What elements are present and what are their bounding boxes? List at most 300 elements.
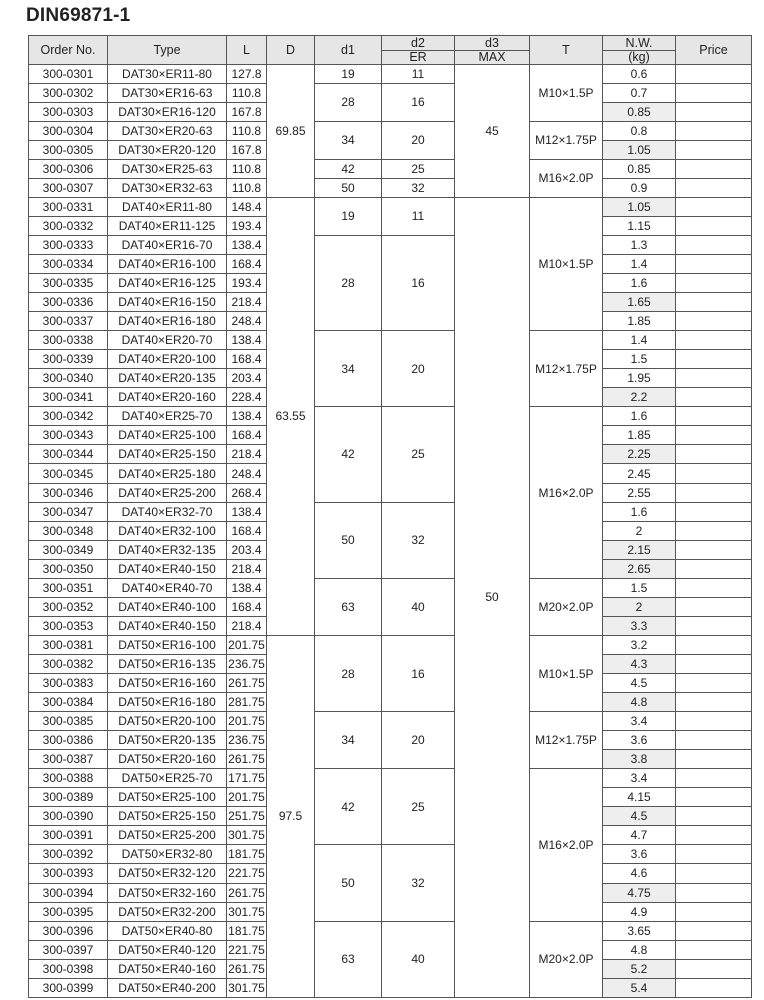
cell-t: M16×2.0P [530,769,603,921]
cell-price [676,921,752,940]
cell-t: M20×2.0P [530,921,603,997]
cell-price [676,102,752,121]
cell-l: 171.75 [227,769,267,788]
cell-t: M10×1.5P [530,197,603,330]
cell-d2: 16 [382,83,455,121]
table-row [29,64,752,83]
cell-order-no: 300-0353 [29,616,108,635]
cell-price [676,693,752,712]
cell-type: DAT50×ER40-80 [108,921,227,940]
cell-nw: 1.3 [603,235,676,254]
cell-price [676,578,752,597]
cell-order-no: 300-0389 [29,788,108,807]
cell-l: 148.4 [227,197,267,216]
header-d: D [267,36,315,65]
cell-type: DAT30×ER20-120 [108,140,227,159]
cell-price [676,654,752,673]
cell-nw: 1.6 [603,502,676,521]
cell-l: 181.75 [227,921,267,940]
cell-t: M10×1.5P [530,635,603,711]
cell-type: DAT40×ER16-150 [108,293,227,312]
header-nw-sub: (kg) [603,51,676,65]
cell-type: DAT40×ER20-160 [108,388,227,407]
cell-t: M20×2.0P [530,578,603,635]
cell-price [676,445,752,464]
cell-price [676,635,752,654]
table-row [29,178,752,197]
cell-l: 167.8 [227,102,267,121]
cell-order-no: 300-0336 [29,293,108,312]
cell-d1: 50 [315,178,382,197]
cell-t: M10×1.5P [530,64,603,121]
cell-l: 301.75 [227,902,267,921]
header-d1: d1 [315,36,382,65]
cell-type: DAT30×ER16-63 [108,83,227,102]
cell-nw: 0.7 [603,83,676,102]
cell-l: 110.8 [227,121,267,140]
cell-l: 168.4 [227,521,267,540]
cell-type: DAT40×ER40-150 [108,559,227,578]
cell-nw: 1.05 [603,197,676,216]
cell-nw: 1.5 [603,578,676,597]
cell-type: DAT50×ER20-100 [108,712,227,731]
cell-price [676,159,752,178]
cell-l: 218.4 [227,559,267,578]
cell-price [676,83,752,102]
cell-l: 110.8 [227,159,267,178]
cell-l: 168.4 [227,350,267,369]
cell-order-no: 300-0343 [29,426,108,445]
cell-type: DAT30×ER32-63 [108,178,227,197]
cell-d2: 20 [382,121,455,159]
cell-type: DAT50×ER25-70 [108,769,227,788]
cell-l: 168.4 [227,426,267,445]
cell-price [676,274,752,293]
header-order-no: Order No. [29,36,108,65]
cell-order-no: 300-0302 [29,83,108,102]
cell-l: 127.8 [227,64,267,83]
cell-l: 138.4 [227,578,267,597]
cell-d2: 25 [382,407,455,502]
cell-type: DAT40×ER16-100 [108,254,227,273]
cell-d1: 19 [315,64,382,83]
cell-order-no: 300-0383 [29,674,108,693]
cell-type: DAT40×ER20-135 [108,369,227,388]
cell-nw: 1.5 [603,350,676,369]
cell-l: 281.75 [227,693,267,712]
cell-nw: 0.85 [603,159,676,178]
cell-d1: 42 [315,159,382,178]
cell-price [676,559,752,578]
cell-nw: 2.65 [603,559,676,578]
header-l: L [227,36,267,65]
cell-l: 167.8 [227,140,267,159]
cell-order-no: 300-0344 [29,445,108,464]
cell-nw: 0.8 [603,121,676,140]
cell-type: DAT40×ER16-180 [108,312,227,331]
cell-price [676,616,752,635]
cell-price [676,350,752,369]
cell-l: 261.75 [227,750,267,769]
cell-d1: 28 [315,83,382,121]
table-row [29,83,752,102]
cell-price [676,197,752,216]
cell-price [676,864,752,883]
cell-order-no: 300-0346 [29,483,108,502]
table-row [29,578,752,597]
cell-nw: 1.6 [603,274,676,293]
cell-nw: 2.15 [603,540,676,559]
cell-order-no: 300-0394 [29,883,108,902]
cell-nw: 4.6 [603,864,676,883]
cell-d1: 42 [315,407,382,502]
cell-d1: 28 [315,235,382,330]
cell-price [676,235,752,254]
cell-price [676,121,752,140]
table-row [29,921,752,940]
cell-type: DAT40×ER32-135 [108,540,227,559]
cell-order-no: 300-0337 [29,312,108,331]
cell-price [676,502,752,521]
cell-order-no: 300-0388 [29,769,108,788]
cell-l: 218.4 [227,445,267,464]
cell-type: DAT50×ER25-100 [108,788,227,807]
cell-order-no: 300-0391 [29,826,108,845]
cell-nw: 4.8 [603,940,676,959]
cell-type: DAT30×ER20-63 [108,121,227,140]
cell-d2: 11 [382,64,455,83]
cell-d1: 50 [315,845,382,921]
header-d2-sub: ER [382,51,455,65]
cell-type: DAT40×ER16-70 [108,235,227,254]
cell-nw: 3.6 [603,731,676,750]
cell-nw: 3.4 [603,712,676,731]
cell-price [676,464,752,483]
cell-nw: 1.95 [603,369,676,388]
cell-nw: 4.75 [603,883,676,902]
cell-order-no: 300-0334 [29,254,108,273]
cell-order-no: 300-0333 [29,235,108,254]
cell-type: DAT50×ER32-160 [108,883,227,902]
cell-price [676,293,752,312]
cell-nw: 1.05 [603,140,676,159]
cell-type: DAT40×ER40-100 [108,597,227,616]
cell-type: DAT50×ER16-135 [108,654,227,673]
cell-nw: 3.65 [603,921,676,940]
cell-d1: 34 [315,712,382,769]
cell-type: DAT50×ER16-180 [108,693,227,712]
cell-d1: 63 [315,921,382,997]
cell-l: 261.75 [227,674,267,693]
cell-l: 181.75 [227,845,267,864]
cell-l: 193.4 [227,216,267,235]
cell-order-no: 300-0385 [29,712,108,731]
cell-order-no: 300-0350 [29,559,108,578]
cell-l: 110.8 [227,178,267,197]
table-row [29,121,752,140]
cell-l: 251.75 [227,807,267,826]
cell-type: DAT30×ER11-80 [108,64,227,83]
cell-d3: 45 [455,64,530,197]
cell-type: DAT40×ER32-70 [108,502,227,521]
cell-d2: 16 [382,635,455,711]
cell-nw: 4.15 [603,788,676,807]
cell-order-no: 300-0331 [29,197,108,216]
cell-price [676,312,752,331]
cell-type: DAT50×ER16-100 [108,635,227,654]
cell-l: 203.4 [227,540,267,559]
cell-nw: 1.85 [603,312,676,331]
cell-price [676,731,752,750]
cell-price [676,540,752,559]
cell-nw: 3.4 [603,769,676,788]
cell-nw: 4.3 [603,654,676,673]
cell-nw: 4.8 [603,693,676,712]
cell-order-no: 300-0341 [29,388,108,407]
cell-price [676,826,752,845]
cell-l: 301.75 [227,978,267,997]
header-nw: N.W. [603,36,676,51]
cell-l: 168.4 [227,254,267,273]
cell-d1: 50 [315,502,382,578]
cell-order-no: 300-0303 [29,102,108,121]
cell-price [676,254,752,273]
cell-order-no: 300-0395 [29,902,108,921]
cell-t: M12×1.75P [530,331,603,407]
header-d3-sub: MAX [455,51,530,65]
cell-l: 138.4 [227,407,267,426]
cell-l: 218.4 [227,616,267,635]
cell-d: 97.5 [267,635,315,997]
cell-price [676,674,752,693]
cell-nw: 4.5 [603,807,676,826]
cell-d: 63.55 [267,197,315,635]
cell-nw: 2.25 [603,445,676,464]
cell-l: 110.8 [227,83,267,102]
cell-order-no: 300-0382 [29,654,108,673]
cell-l: 221.75 [227,864,267,883]
cell-nw: 1.15 [603,216,676,235]
cell-type: DAT50×ER32-80 [108,845,227,864]
cell-type: DAT40×ER25-150 [108,445,227,464]
cell-l: 221.75 [227,940,267,959]
cell-l: 168.4 [227,597,267,616]
cell-type: DAT50×ER40-200 [108,978,227,997]
cell-l: 138.4 [227,331,267,350]
cell-type: DAT50×ER25-150 [108,807,227,826]
cell-d2: 25 [382,769,455,845]
cell-order-no: 300-0304 [29,121,108,140]
cell-type: DAT40×ER25-70 [108,407,227,426]
cell-l: 236.75 [227,731,267,750]
cell-l: 138.4 [227,502,267,521]
table-row [29,769,752,788]
page-title: DIN69871-1 [26,5,131,26]
cell-order-no: 300-0306 [29,159,108,178]
cell-type: DAT40×ER25-200 [108,483,227,502]
cell-price [676,521,752,540]
table-body [29,64,752,997]
cell-price [676,769,752,788]
table-row [29,502,752,521]
cell-d1: 28 [315,635,382,711]
cell-nw: 4.9 [603,902,676,921]
cell-price [676,407,752,426]
cell-l: 248.4 [227,464,267,483]
header-d3: d3 [455,36,530,51]
cell-order-no: 300-0339 [29,350,108,369]
cell-type: DAT50×ER32-120 [108,864,227,883]
cell-order-no: 300-0387 [29,750,108,769]
cell-d1: 34 [315,121,382,159]
cell-type: DAT50×ER40-160 [108,959,227,978]
cell-price [676,845,752,864]
cell-order-no: 300-0399 [29,978,108,997]
cell-nw: 0.85 [603,102,676,121]
cell-type: DAT40×ER11-125 [108,216,227,235]
cell-d2: 25 [382,159,455,178]
cell-type: DAT40×ER40-150 [108,616,227,635]
cell-price [676,978,752,997]
cell-type: DAT50×ER20-160 [108,750,227,769]
cell-l: 193.4 [227,274,267,293]
cell-d2: 11 [382,197,455,235]
cell-t: M16×2.0P [530,159,603,197]
cell-type: DAT30×ER16-120 [108,102,227,121]
cell-nw: 4.5 [603,674,676,693]
cell-order-no: 300-0348 [29,521,108,540]
table-header [29,36,752,65]
cell-order-no: 300-0381 [29,635,108,654]
cell-type: DAT50×ER32-200 [108,902,227,921]
cell-nw: 0.6 [603,64,676,83]
cell-price [676,788,752,807]
cell-type: DAT50×ER25-200 [108,826,227,845]
cell-d2: 32 [382,178,455,197]
cell-nw: 1.85 [603,426,676,445]
cell-d1: 19 [315,197,382,235]
header-type: Type [108,36,227,65]
cell-l: 218.4 [227,293,267,312]
cell-nw: 2.2 [603,388,676,407]
cell-nw: 3.8 [603,750,676,769]
table-row [29,197,752,216]
cell-d2: 20 [382,712,455,769]
cell-order-no: 300-0390 [29,807,108,826]
cell-d2: 32 [382,845,455,921]
table-row [29,712,752,731]
cell-price [676,483,752,502]
cell-type: DAT40×ER40-70 [108,578,227,597]
cell-price [676,426,752,445]
cell-nw: 2 [603,597,676,616]
cell-type: DAT40×ER20-100 [108,350,227,369]
cell-order-no: 300-0307 [29,178,108,197]
cell-l: 228.4 [227,388,267,407]
cell-type: DAT50×ER40-120 [108,940,227,959]
cell-l: 236.75 [227,654,267,673]
cell-price [676,64,752,83]
cell-price [676,883,752,902]
cell-price [676,902,752,921]
cell-order-no: 300-0398 [29,959,108,978]
cell-price [676,216,752,235]
cell-l: 203.4 [227,369,267,388]
cell-d2: 16 [382,235,455,330]
cell-price [676,331,752,350]
cell-order-no: 300-0349 [29,540,108,559]
cell-d3: 50 [455,197,530,997]
cell-price [676,388,752,407]
cell-t: M12×1.75P [530,121,603,159]
table-row [29,407,752,426]
cell-t: M12×1.75P [530,712,603,769]
cell-type: DAT40×ER32-100 [108,521,227,540]
cell-order-no: 300-0384 [29,693,108,712]
cell-d1: 42 [315,769,382,845]
cell-l: 301.75 [227,826,267,845]
cell-order-no: 300-0392 [29,845,108,864]
cell-price [676,750,752,769]
cell-type: DAT40×ER16-125 [108,274,227,293]
cell-order-no: 300-0351 [29,578,108,597]
cell-nw: 5.2 [603,959,676,978]
cell-type: DAT40×ER25-100 [108,426,227,445]
cell-l: 201.75 [227,635,267,654]
cell-nw: 0.9 [603,178,676,197]
cell-type: DAT50×ER20-135 [108,731,227,750]
cell-order-no: 300-0345 [29,464,108,483]
cell-order-no: 300-0397 [29,940,108,959]
cell-price [676,597,752,616]
cell-order-no: 300-0347 [29,502,108,521]
cell-price [676,140,752,159]
cell-order-no: 300-0393 [29,864,108,883]
table-row [29,635,752,654]
cell-l: 201.75 [227,788,267,807]
cell-order-no: 300-0332 [29,216,108,235]
cell-d1: 34 [315,331,382,407]
cell-l: 261.75 [227,883,267,902]
table-row [29,235,752,254]
cell-price [676,178,752,197]
cell-nw: 5.4 [603,978,676,997]
cell-price [676,959,752,978]
cell-type: DAT40×ER25-180 [108,464,227,483]
cell-order-no: 300-0396 [29,921,108,940]
header-d2: d2 [382,36,455,51]
cell-order-no: 300-0340 [29,369,108,388]
cell-nw: 3.3 [603,616,676,635]
cell-order-no: 300-0386 [29,731,108,750]
cell-nw: 1.65 [603,293,676,312]
header-t: T [530,36,603,65]
cell-type: DAT40×ER11-80 [108,197,227,216]
cell-nw: 1.4 [603,331,676,350]
cell-order-no: 300-0335 [29,274,108,293]
cell-type: DAT40×ER20-70 [108,331,227,350]
cell-order-no: 300-0301 [29,64,108,83]
cell-t: M16×2.0P [530,407,603,578]
table-row [29,159,752,178]
cell-l: 261.75 [227,959,267,978]
cell-order-no: 300-0342 [29,407,108,426]
cell-nw: 3.2 [603,635,676,654]
cell-nw: 1.4 [603,254,676,273]
cell-price [676,369,752,388]
cell-d1: 63 [315,578,382,635]
table-row [29,845,752,864]
